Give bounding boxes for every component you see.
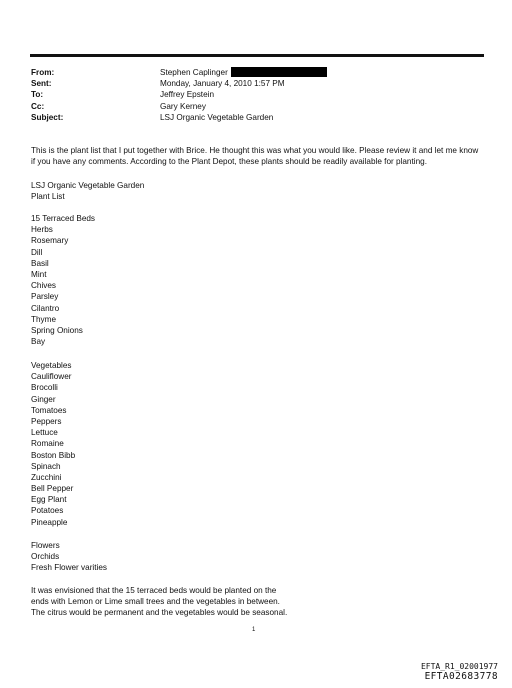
- list-item: Dill: [31, 247, 43, 257]
- list-item: Bay: [31, 337, 46, 347]
- flowers-section: [31, 540, 481, 574]
- to-label: To:: [31, 90, 44, 100]
- redaction-box: [231, 67, 327, 77]
- list-item: Brocolli: [31, 383, 58, 393]
- list-item: Ginger: [31, 394, 56, 404]
- sent-value: Monday, January 4, 2010 1:57 PM: [160, 79, 285, 89]
- beds-heading: 15 Terraced Beds: [31, 214, 96, 223]
- list-item: Thyme: [31, 314, 57, 324]
- closing-paragraph: [31, 585, 481, 619]
- doc-title: [31, 180, 481, 202]
- vegetables-section: [31, 360, 481, 528]
- list-item: Tomatoes: [31, 405, 67, 415]
- list-item: Chives: [31, 281, 57, 291]
- subject-value: LSJ Organic Vegetable Garden: [160, 112, 274, 122]
- intro-text: This is the plant list that I put together with Brice. He thought this was what you would like. Please review it and let me know if you have any comments. According to the Plant Depot, these plants should be readily available for planting.: [31, 146, 479, 167]
- closing-line: The citrus would be permanent and the vegetables would be seasonal.: [31, 608, 288, 618]
- list-item: Basil: [31, 258, 49, 268]
- list-item: Orchids: [31, 552, 60, 562]
- list-item: Boston Bibb: [31, 450, 76, 460]
- closing-line: ends with Lemon or Lime small trees and the vegetables in between.: [31, 597, 280, 607]
- list-item: Zucchini: [31, 472, 62, 482]
- list-item: Herbs: [31, 225, 53, 235]
- list-item: Cauliflower: [31, 372, 72, 382]
- list-item: Potatoes: [31, 506, 64, 516]
- cc-value: Gary Kerney: [160, 101, 206, 111]
- plant-list-title: Plant List: [31, 192, 65, 202]
- from-label: From:: [31, 68, 55, 77]
- list-item: Mint: [31, 269, 47, 279]
- from-value: Stephen Caplinger: [160, 68, 228, 77]
- list-item: Flowers: [31, 541, 60, 550]
- page-number: 1: [252, 627, 256, 633]
- beds-section: [31, 213, 481, 347]
- list-item: Lettuce: [31, 428, 58, 438]
- sent-label: Sent:: [31, 79, 52, 89]
- subject-label: Subject:: [31, 112, 64, 122]
- list-item: Bell Pepper: [31, 484, 74, 494]
- cc-label: Cc:: [31, 101, 45, 111]
- list-item: Romaine: [31, 439, 64, 449]
- list-item: Peppers: [31, 416, 62, 426]
- closing-line: It was envisioned that the 15 terraced beds would be planted on the: [31, 586, 277, 595]
- list-item: Fresh Flower varities: [31, 563, 107, 573]
- list-item: Vegetables: [31, 361, 72, 370]
- list-item: Pineapple: [31, 517, 68, 527]
- list-item: Cilantro: [31, 303, 60, 313]
- bates-stamp: [421, 662, 498, 682]
- bates-number-2: EFTA02683778: [424, 671, 498, 682]
- header-rule: [30, 54, 484, 57]
- list-item: Parsley: [31, 292, 59, 302]
- intro-paragraph: [31, 145, 481, 167]
- list-item: Egg Plant: [31, 495, 67, 505]
- to-value: Jeffrey Epstein: [160, 90, 215, 100]
- bates-number-1: EFTA_R1_02001977: [420, 662, 498, 671]
- list-item: Spring Onions: [31, 325, 83, 335]
- garden-title: LSJ Organic Vegetable Garden: [31, 181, 145, 190]
- list-item: Spinach: [31, 461, 61, 471]
- list-item: Rosemary: [31, 236, 69, 246]
